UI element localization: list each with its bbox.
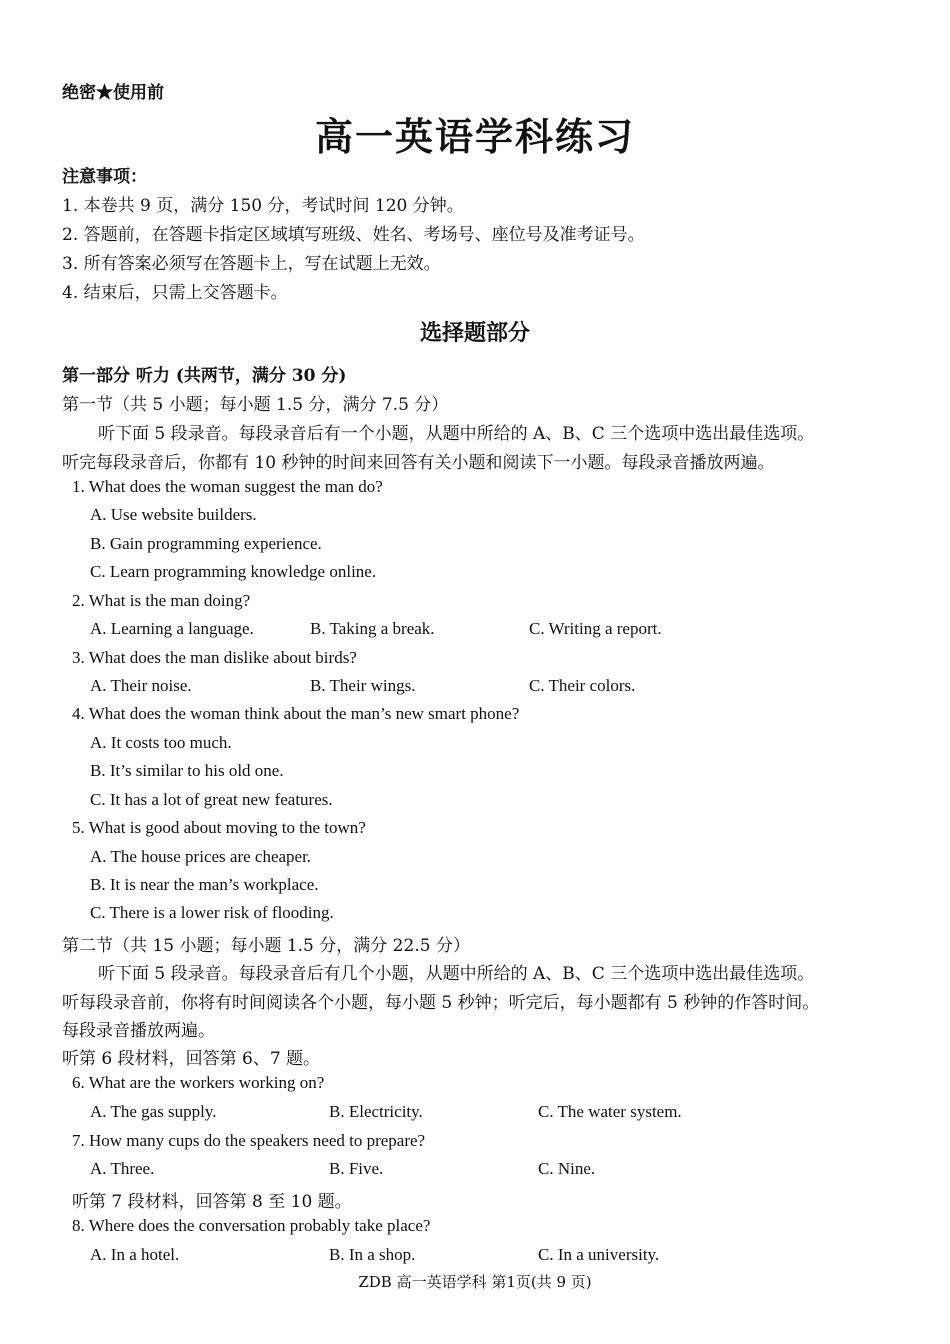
question-stem: 7. How many cups do the speakers need to prepare? [72, 1131, 426, 1150]
section-title: 选择题部分 [419, 320, 530, 346]
subsection-heading: 第二节（共 15 小题；每小题 1.5 分，满分 22.5 分） [62, 936, 470, 956]
option-a: A. Use website builders. [90, 505, 257, 524]
option-b: B. It is near the man’s workplace. [90, 875, 319, 894]
notice-item: 3. 所有答案必须写在答题卡上，写在试题上无效。 [62, 254, 441, 274]
question-stem: 6. What are the workers working on? [72, 1073, 325, 1092]
option-c: C. There is a lower risk of flooding. [90, 903, 334, 922]
confidential-label: 绝密★使用前 [62, 83, 164, 103]
instruction-text: 听每段录音前，你将有时间阅读各个小题，每小题 5 秒钟；听完后，每小题都有 5 秒钟的作答时间。 [62, 993, 820, 1013]
question-stem: 5. What is good about moving to the town? [72, 818, 366, 837]
option-b: B. In a shop. [329, 1245, 416, 1264]
option-a: A. Three. [90, 1159, 155, 1178]
notice-item: 4. 结束后，只需上交答题卡。 [62, 283, 288, 303]
option-c: C. Their colors. [529, 676, 636, 695]
option-b: B. Five. [329, 1159, 384, 1178]
option-a: A. In a hotel. [90, 1245, 180, 1264]
option-b: B. Gain programming experience. [90, 534, 322, 553]
option-b: B. Taking a break. [310, 619, 435, 638]
option-c: C. The water system. [538, 1102, 682, 1121]
instruction-text: 每段录音播放两遍。 [62, 1021, 215, 1041]
option-c: C. Nine. [538, 1159, 596, 1178]
question-stem: 1. What does the woman suggest the man do? [72, 477, 383, 496]
page-footer: ZDB 高一英语学科 第1页(共 9 页) [358, 1273, 592, 1291]
option-b: B. Their wings. [310, 676, 416, 695]
instruction-text: 听下面 5 段录音。每段录音后有几个小题，从题中所给的 A、B、C 三个选项中选出最佳选项。 [98, 964, 815, 984]
notice-item: 1. 本卷共 9 页，满分 150 分，考试时间 120 分钟。 [62, 196, 464, 216]
material-label: 听第 6 段材料，回答第 6、7 题。 [62, 1049, 321, 1069]
question-stem: 2. What is the man doing? [72, 591, 251, 610]
option-a: A. Their noise. [90, 676, 192, 695]
option-a: A. The gas supply. [90, 1102, 217, 1121]
part-heading: 第一部分 听力 (共两节，满分 30 分) [62, 366, 347, 386]
option-c: C. In a university. [538, 1245, 660, 1264]
notice-item: 2. 答题前，在答题卡指定区域填写班级、姓名、考场号、座位号及准考证号。 [62, 225, 645, 245]
option-c: C. Learn programming knowledge online. [90, 562, 377, 581]
option-b: B. It’s similar to his old one. [90, 761, 284, 780]
question-stem: 4. What does the woman think about the man’s new smart phone? [72, 704, 520, 723]
notice-heading: 注意事项： [62, 167, 147, 187]
exam-title: 高一英语学科练习 [314, 114, 635, 159]
material-label: 听第 7 段材料，回答第 8 至 10 题。 [72, 1192, 352, 1212]
option-c: C. Writing a report. [529, 619, 662, 638]
option-c: C. It has a lot of great new features. [90, 790, 333, 809]
instruction-text: 听下面 5 段录音。每段录音后有一个小题，从题中所给的 A、B、C 三个选项中选出最佳选项。 [98, 424, 815, 444]
instruction-text: 听完每段录音后，你都有 10 秒钟的时间来回答有关小题和阅读下一小题。每段录音播放两遍。 [62, 453, 775, 473]
subsection-heading: 第一节（共 5 小题；每小题 1.5 分，满分 7.5 分） [62, 395, 449, 415]
question-stem: 3. What does the man dislike about birds? [72, 648, 357, 667]
option-a: A. Learning a language. [90, 619, 254, 638]
option-a: A. It costs too much. [90, 733, 232, 752]
option-b: B. Electricity. [329, 1102, 423, 1121]
question-stem: 8. Where does the conversation probably take place? [72, 1216, 431, 1235]
option-a: A. The house prices are cheaper. [90, 847, 312, 866]
